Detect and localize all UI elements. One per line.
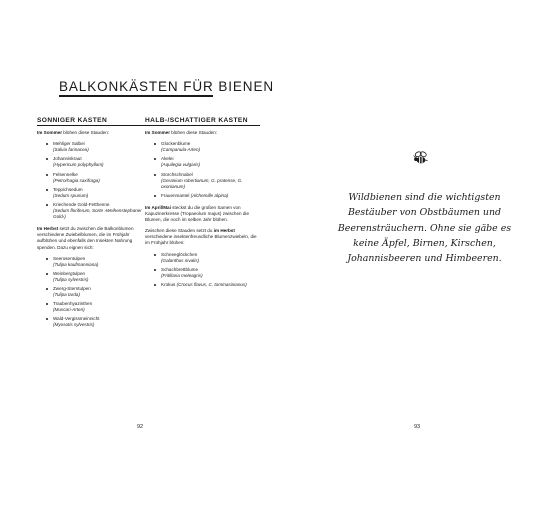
plant-latin: (Tulipa kaufmanniana)	[53, 261, 99, 267]
list-item	[46, 256, 149, 268]
shady-heading-text: HALB-/SCHATTIGER KASTEN	[145, 117, 248, 124]
list-item	[46, 286, 149, 298]
quote-text: Wildbienen sind die wichtigsten Bestäuber von Obstbäumen und Beerensträuchern. Ohne sie gäbe es keine Äpfel, Birnen, Kirschen, Johannisbeeren und Himbeeren.	[337, 192, 512, 265]
shady-bulb-list	[145, 252, 260, 288]
list-item	[46, 156, 149, 168]
page-number: 92	[137, 424, 144, 430]
shady-box-heading	[145, 118, 260, 126]
heading-underline	[37, 125, 149, 126]
list-item	[46, 187, 149, 199]
summer-intro-text: blühen diese Stauden:	[170, 130, 218, 136]
plant-name: Frauenmantel	[161, 192, 190, 198]
plant-name: Felsennelke	[53, 171, 78, 177]
plant-latin: (Petrorhagia saxifraga)	[53, 177, 100, 183]
list-item	[46, 141, 149, 153]
plant-latin: (Alchemille alpina)	[190, 192, 229, 198]
list-item	[154, 156, 260, 168]
plant-latin: (Muscari-Arten)	[53, 307, 85, 313]
plant-latin: (Sedum floriferum, Sorte ›Weihenstephaner Gold‹)	[53, 208, 142, 220]
shady-box-column	[145, 118, 260, 294]
summer-label: Im Sommer	[145, 130, 171, 136]
plant-latin: (Galanthus nivalis)	[161, 257, 200, 263]
heading-underline	[145, 125, 260, 126]
plant-latin: (Campanula-Arten)	[161, 147, 201, 153]
sunny-heading-text: SONNIGER KASTEN	[37, 117, 108, 124]
plant-latin: (Salvia farinacea)	[53, 147, 89, 153]
plant-latin: (Tulipa tarda)	[53, 292, 80, 298]
plant-latin: (Myosotis sylvestris)	[53, 322, 95, 328]
shady-summer-intro	[145, 130, 260, 136]
list-item	[46, 301, 149, 313]
april-label: Im April/Mai	[145, 204, 171, 210]
plant-name: Krokus	[161, 281, 176, 287]
plant-name: Schachbrettblume	[161, 266, 199, 272]
autumn-pre-text: Zwischen diese Stauden setzt du	[145, 228, 214, 234]
plant-name: Storchschnabel	[161, 171, 193, 177]
shady-summer-plant-list	[145, 141, 260, 199]
page-number: 93	[414, 424, 421, 430]
plant-name: Zwerg-Sterntulpen	[53, 285, 91, 291]
sunny-autumn-text	[37, 226, 149, 250]
summer-intro-text: blühen diese Stauden:	[62, 130, 110, 136]
shady-april-text	[145, 205, 260, 223]
plant-name: Seerosentulpen	[53, 255, 86, 261]
title-underline	[59, 95, 213, 97]
list-item	[46, 271, 149, 283]
list-item	[154, 172, 260, 190]
plant-name: Schneeglöckchen	[161, 251, 198, 257]
autumn-text: setzt du zwischen die Balkonblumen verschiedene Zwiebelblumen, die im Frühjahr aufblühen und ebenfalls den Insekten Nahrung spenden. Dazu eignen sich:	[37, 226, 134, 250]
page-title	[59, 79, 274, 97]
sunny-summer-intro	[37, 130, 149, 136]
autumn-label: im Herbst	[213, 228, 235, 234]
april-text: steckst du die großen Samen von Kapuzinerkresse (Tropaeolum majus) zwischen die Blumen, die noch im selben Jahr blühen.	[145, 204, 249, 223]
plant-latin: (Hypericum polyphyllum)	[53, 162, 104, 168]
autumn-text: verschiedene insektenfreundliche Blumenzwiebeln, die im Frühjahr blühen:	[145, 234, 257, 246]
plant-latin: (Aquilegia vulgaris)	[161, 162, 201, 168]
list-item	[46, 316, 149, 328]
autumn-label: Im Herbst	[37, 226, 59, 232]
plant-name: Weinbergtulpen	[53, 270, 86, 276]
list-item	[154, 267, 260, 279]
list-item	[46, 202, 149, 220]
list-item	[154, 193, 260, 199]
list-item	[154, 252, 260, 264]
sunny-summer-plant-list	[37, 141, 149, 220]
plant-name: Teppichsedum	[53, 186, 83, 192]
plant-latin: (Geranium robertianum, G. pratense, G. oxonianum)	[161, 177, 243, 189]
sunny-box-column	[37, 118, 149, 335]
plant-name: Mehliger Salbei	[53, 141, 85, 147]
plant-latin: (Crocus flavus, C. tommasinianus)	[176, 281, 247, 287]
plant-name: Traubenhyazinthen	[53, 301, 93, 307]
sunny-bulb-list	[37, 256, 149, 329]
list-item	[46, 172, 149, 184]
plant-latin: (Tulipa sylvestris)	[53, 276, 89, 282]
summer-label: Im Sommer	[37, 130, 63, 136]
shady-autumn-text	[145, 228, 260, 246]
plant-name: Kriechende Gold-Fetthenne	[53, 201, 110, 207]
plant-name: Glockenblume	[161, 141, 191, 147]
plant-name: Johanniskraut	[53, 156, 82, 162]
bee-icon	[411, 150, 431, 166]
list-item	[154, 141, 260, 153]
right-page	[279, 0, 558, 517]
plant-latin: (Sedum spurium)	[53, 192, 89, 198]
sunny-box-heading	[37, 118, 149, 126]
plant-latin: (Fritillaria meleagris)	[161, 272, 203, 278]
plant-name: Wald-Vergissmeinnicht	[53, 316, 100, 322]
plant-name: Akelei	[161, 156, 174, 162]
list-item	[154, 282, 260, 288]
page-title-text: BALKONKÄSTEN FÜR BIENEN	[59, 79, 274, 94]
